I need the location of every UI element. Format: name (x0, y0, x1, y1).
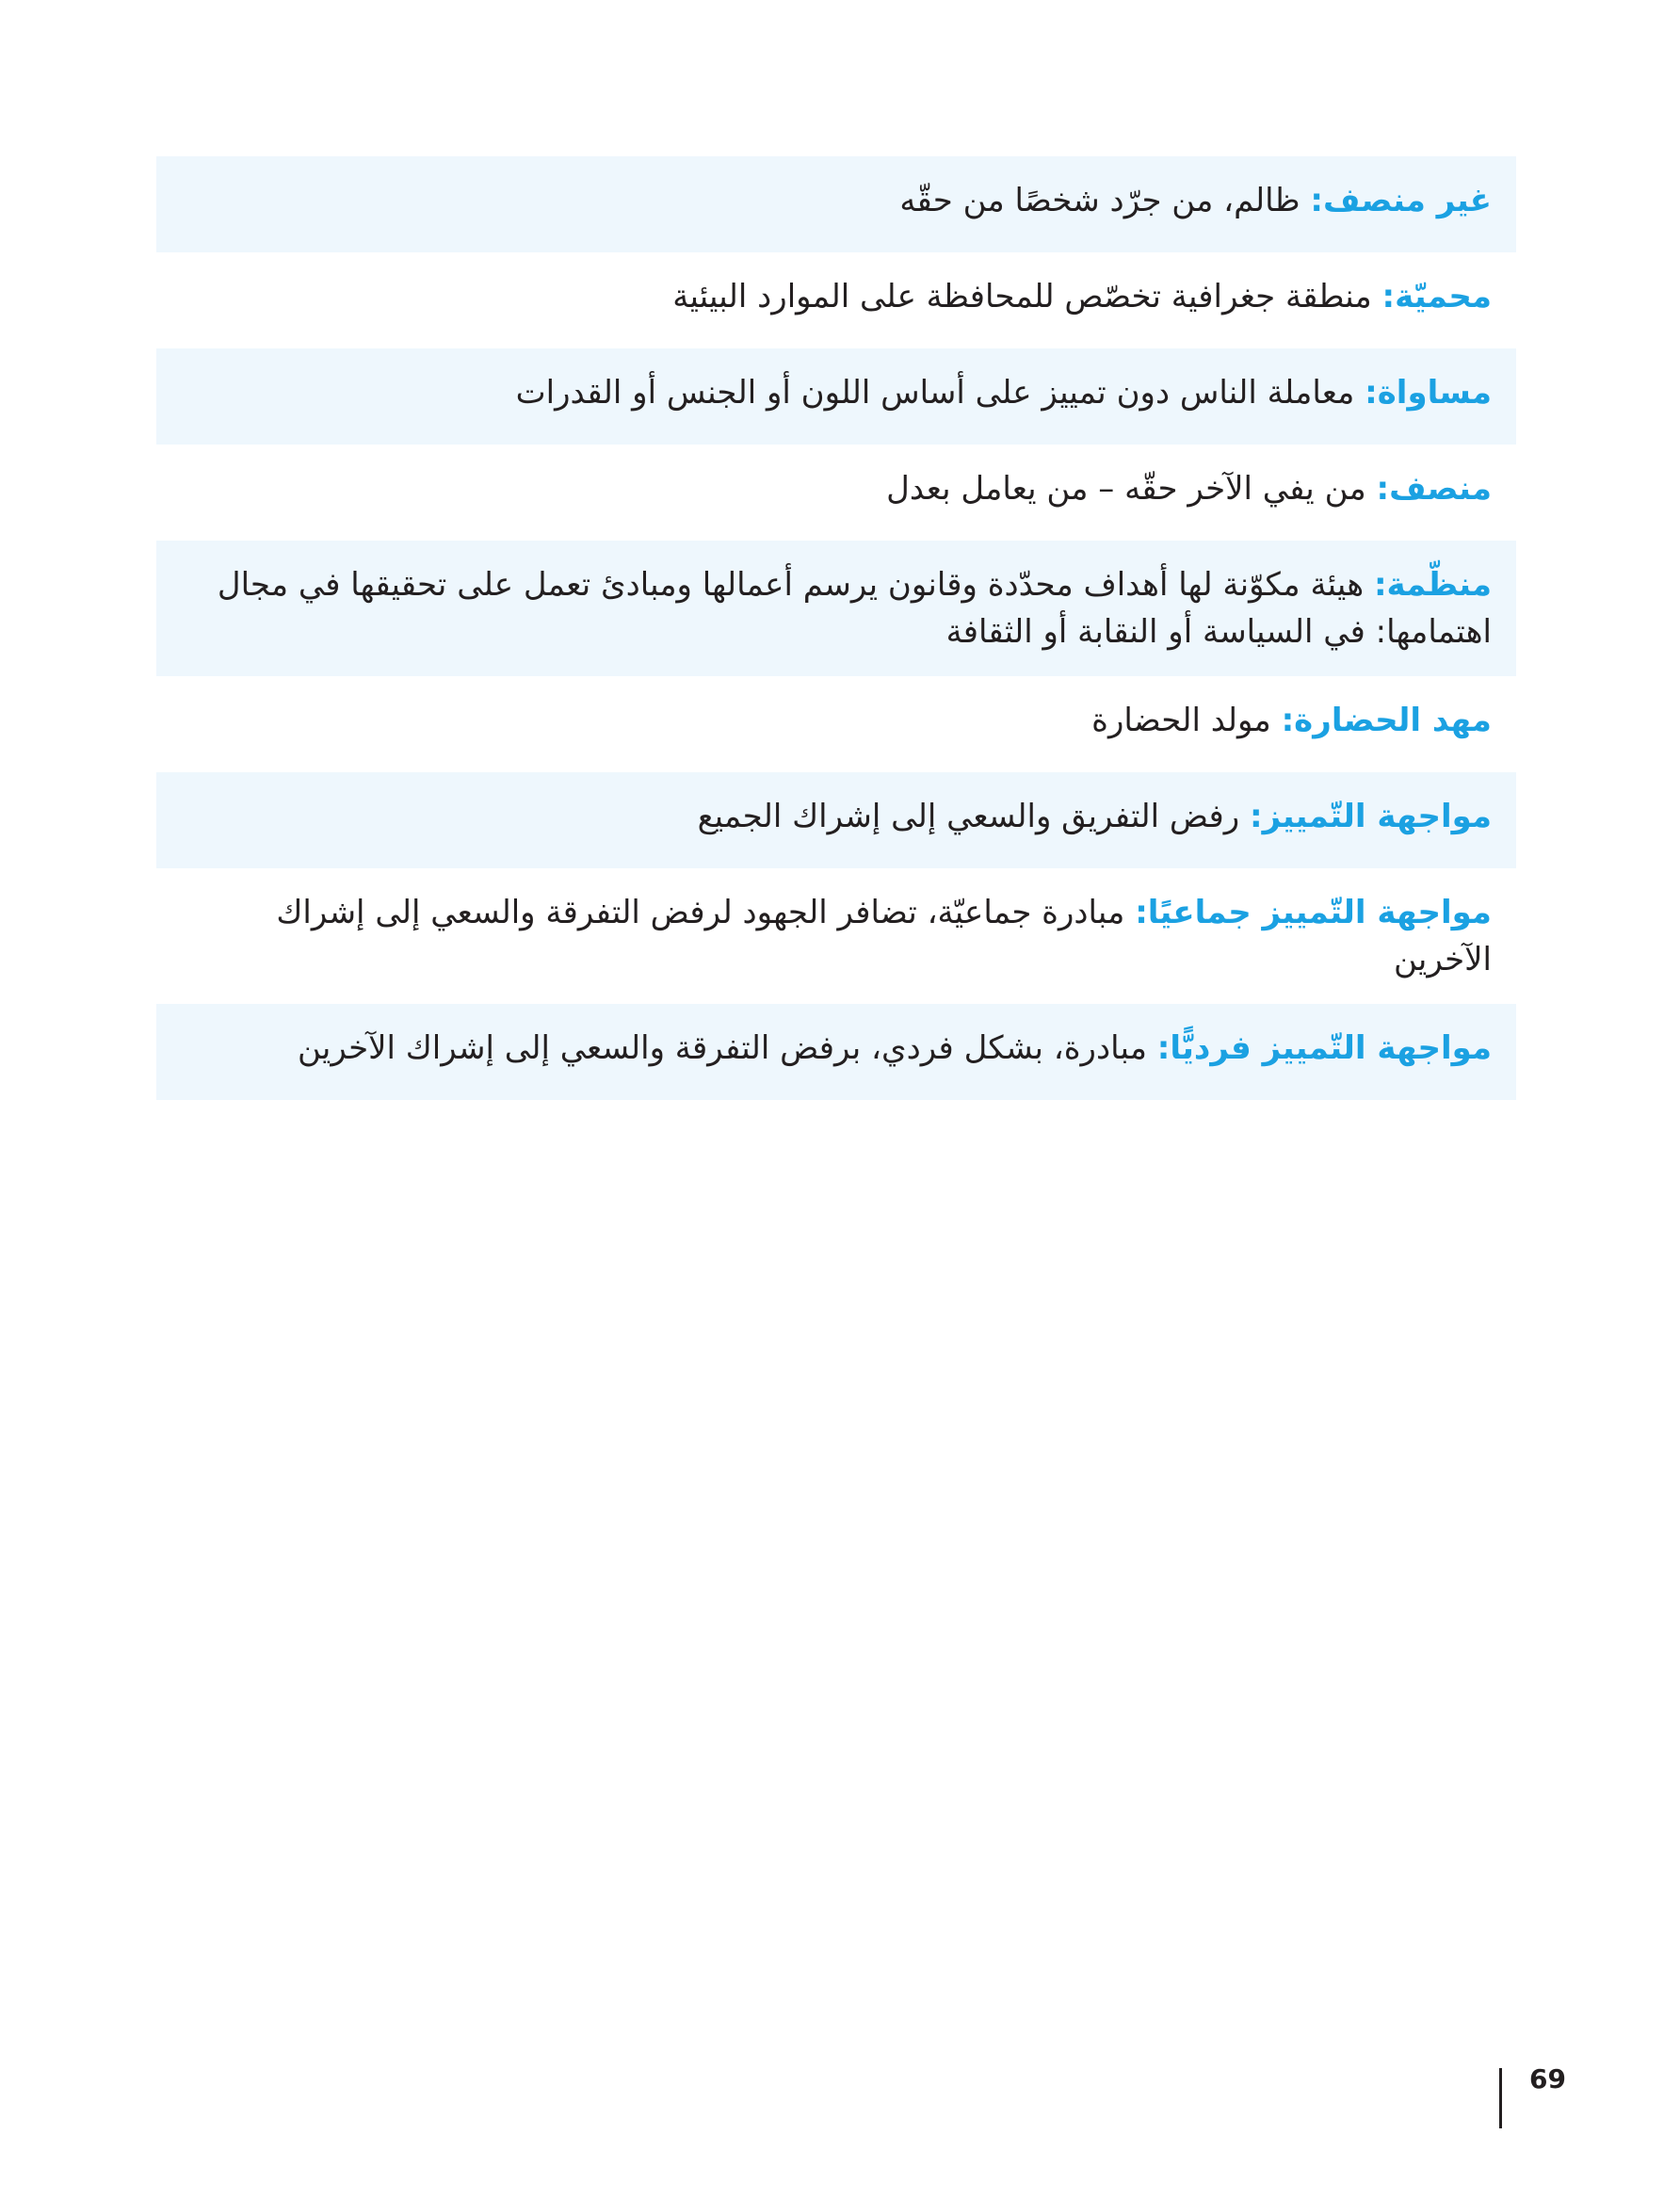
glossary-list (156, 156, 1516, 1100)
glossary-entry (156, 445, 1516, 541)
glossary-entry (156, 676, 1516, 772)
glossary-entry (156, 868, 1516, 1004)
glossary-entry (156, 156, 1516, 252)
page-number: 69 (1529, 2063, 1566, 2094)
glossary-term: منظّمة: (1373, 566, 1492, 604)
glossary-entry (156, 541, 1516, 676)
glossary-term: منصف: (1376, 470, 1492, 508)
glossary-term: مواجهة التّمييز جماعيًا: (1135, 894, 1492, 931)
glossary-entry (156, 348, 1516, 445)
glossary-definition: هيئة مكوّنة لها أهداف محدّدة وقانون يرسم أعمالها ومبادئ تعمل على تحقيقها في مجال اهتمامها: في السياسة أو النقابة أو الثقافة (217, 566, 1492, 651)
glossary-entry (156, 772, 1516, 868)
glossary-definition: منطقة جغرافية تخصّص للمحافظة على الموارد البيئية (672, 278, 1382, 315)
glossary-definition: مولد الحضارة (1091, 702, 1282, 739)
glossary-entry (156, 252, 1516, 348)
glossary-definition: معاملة الناس دون تمييز على أساس اللون أو الجنس أو القدرات (515, 374, 1365, 412)
glossary-entry (156, 1004, 1516, 1100)
glossary-term: مواجهة التّمييز فرديًّا: (1156, 1029, 1492, 1067)
glossary-definition: مبادرة جماعيّة، تضافر الجهود لرفض التفرقة والسعي إلى إشراك الآخرين (276, 894, 1492, 978)
glossary-term: غير منصف: (1310, 182, 1492, 219)
glossary-term: مساواة: (1365, 374, 1492, 412)
glossary-term: مهد الحضارة: (1281, 702, 1492, 739)
glossary-definition: مبادرة، بشكل فردي، برفض التفرقة والسعي إلى إشراك الآخرين (298, 1029, 1157, 1067)
glossary-definition: ظالم، من جرّد شخصًا من حقّه (899, 182, 1311, 219)
glossary-definition: من يفي الآخر حقّه – من يعامل بعدل (886, 470, 1377, 508)
glossary-term: محميّة: (1381, 278, 1492, 315)
page-number-divider (1499, 2068, 1502, 2128)
glossary-term: مواجهة التّمييز: (1249, 798, 1492, 835)
glossary-definition: رفض التفريق والسعي إلى إشراك الجميع (697, 798, 1250, 835)
